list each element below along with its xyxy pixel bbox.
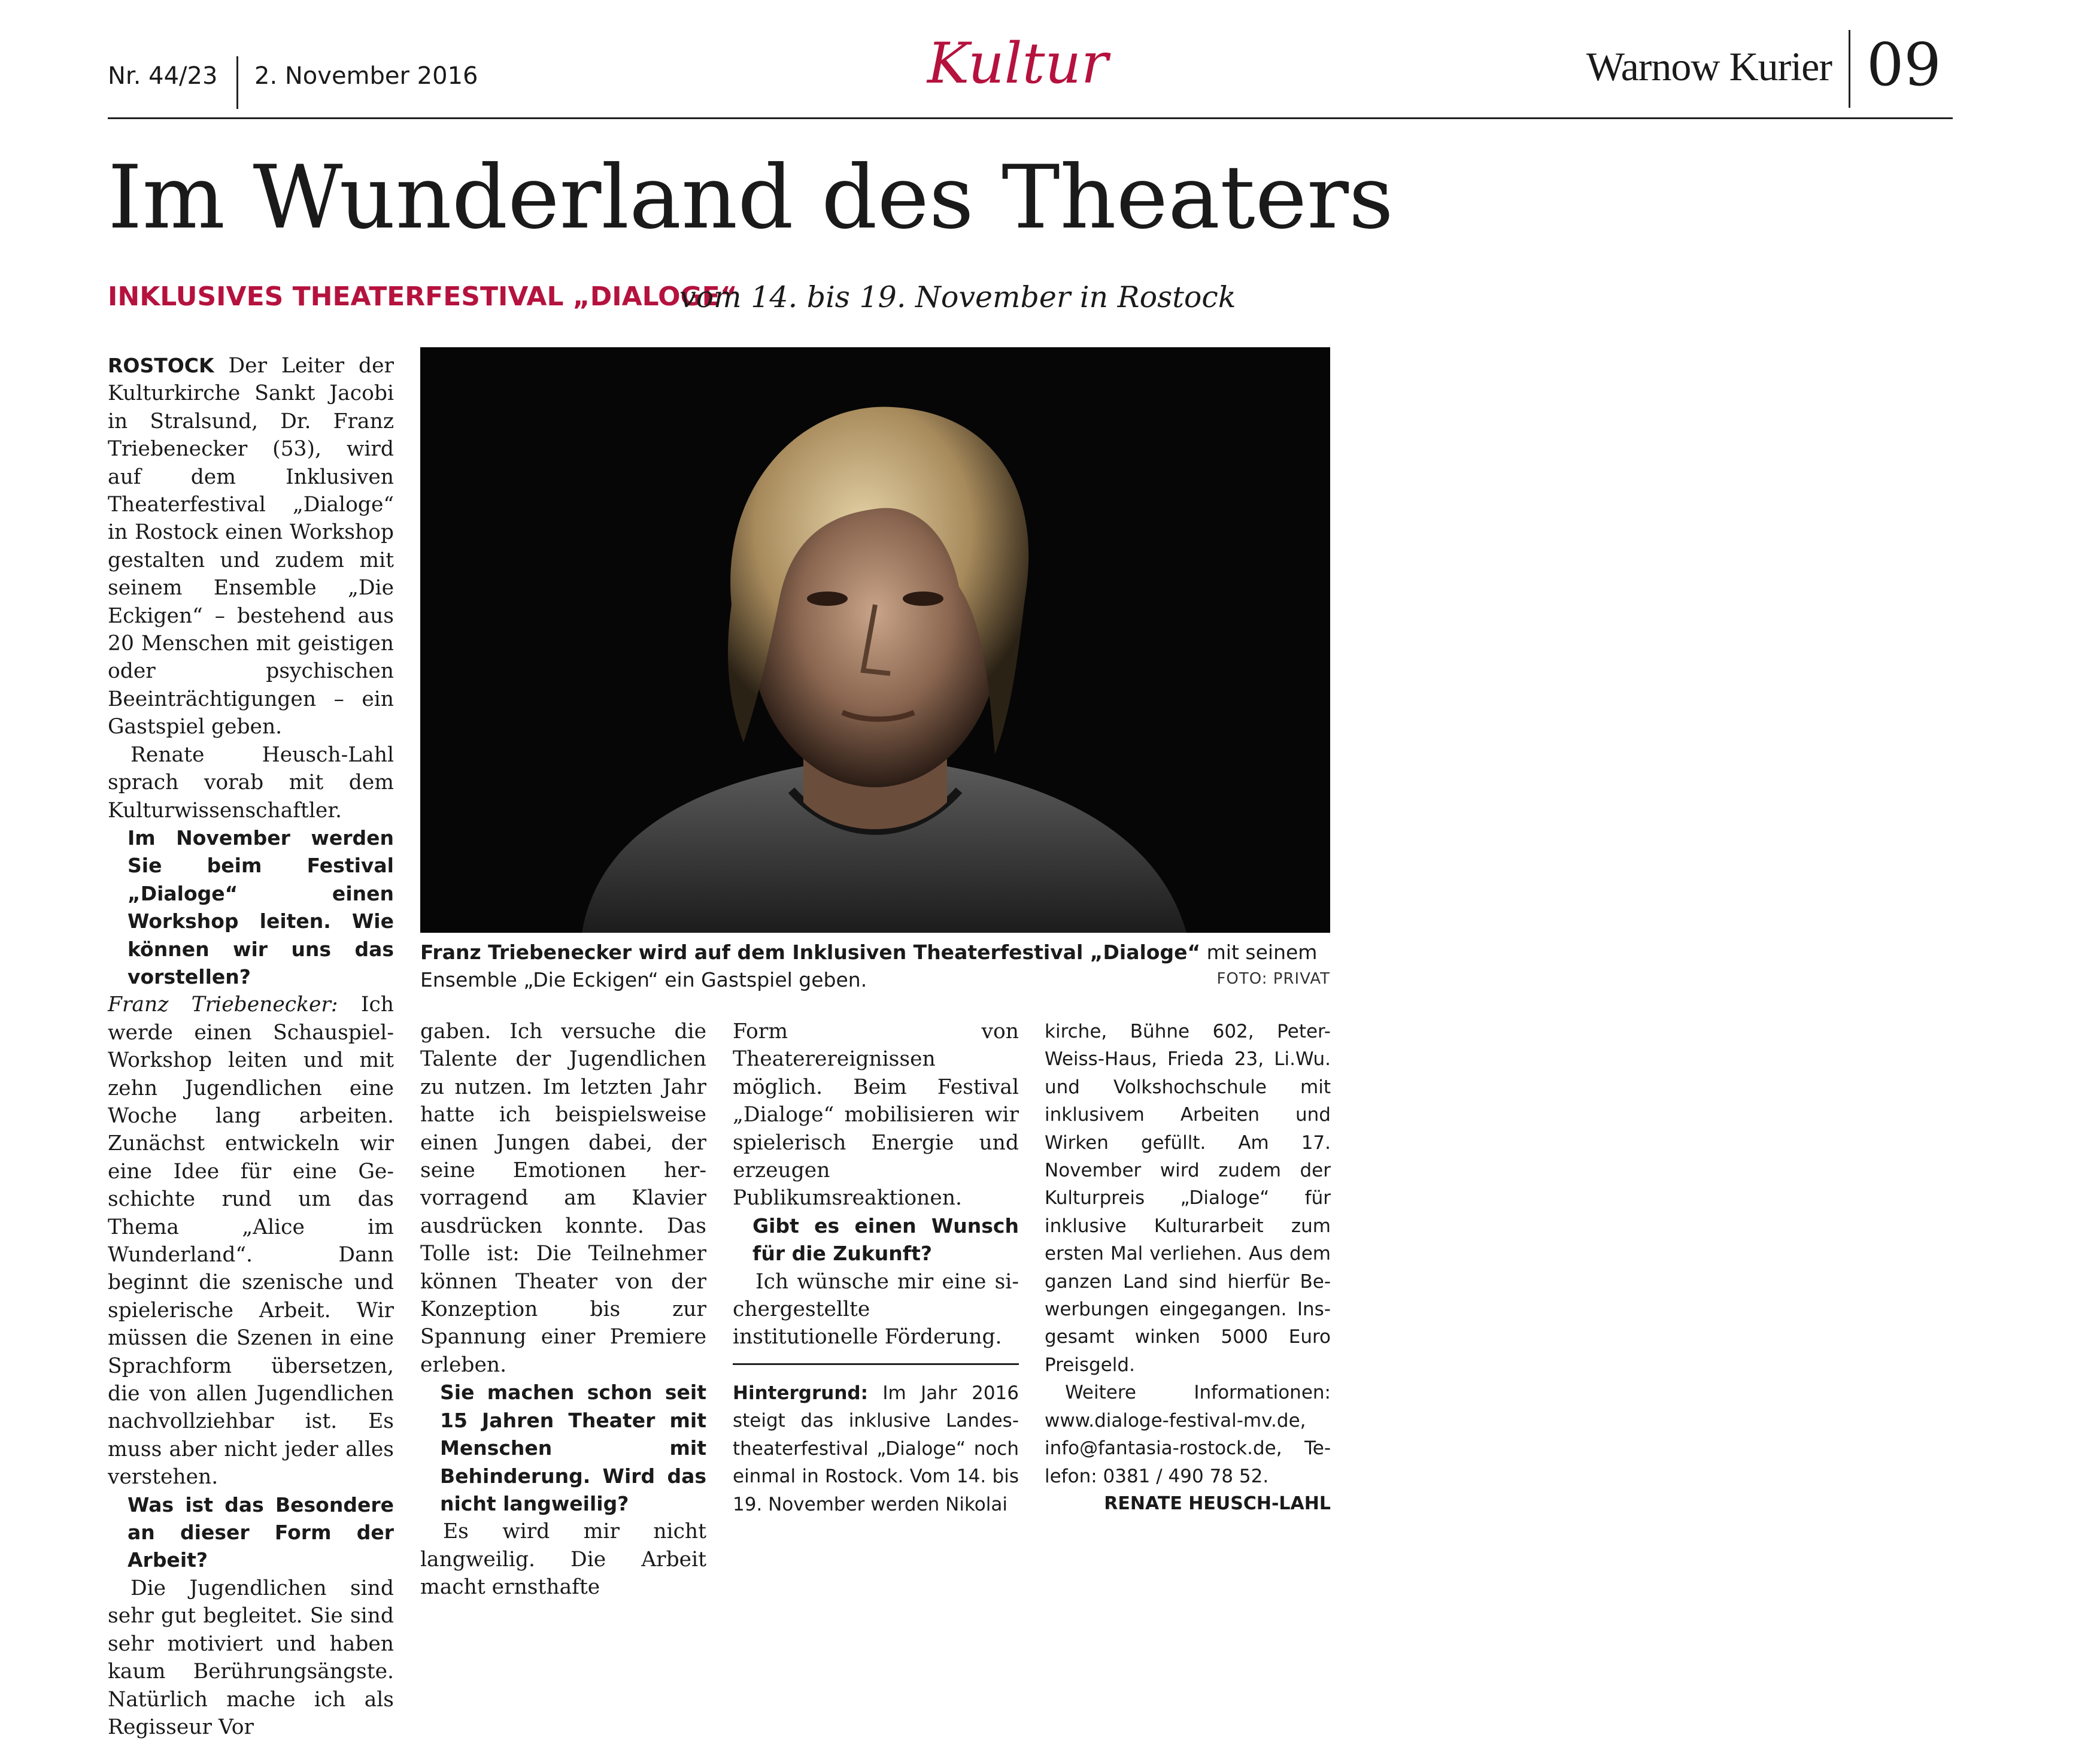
header-rule [108, 117, 1953, 119]
subheadline: vom 14. bis 19. November in Rostock [679, 280, 1236, 314]
issue-date: 2. November 2016 [254, 62, 478, 90]
portrait-illustration [420, 347, 1330, 933]
issue-number: Nr. 44/23 [108, 62, 218, 90]
answer-2-part-1: Die Jugendlichen sind sehr gut begleitet. Sie sind sehr motiviert und haben kaum Berührungsängste. Natürlich mache ich als Regisseur Vor [108, 1576, 394, 1739]
article-column-1 [108, 352, 394, 1741]
answer-1: Ich werde einen Schauspiel-Workshop leiten und mit zehn Jugendlichen eine Woche lang arbeiten. Zunächst entwickeln wir eine Idee für eine Geschichte rund um das Thema „Alice im Wunderland“. Dann beginnt die szenische und spielerische Arbeit. Wir müssen die Szenen in eine Sprachform übersetzen, die von allen Jugendlichen nachvollziehbar ist. Es muss aber nicht jeder alles verstehen. [108, 993, 394, 1490]
section-title: Kultur [927, 31, 1108, 96]
background-text-2: kirche, Bühne 602, Peter-Weiss-Haus, Frieda 23, Li.Wu. und Volkshochschule mit inklusivem Arbeiten und Wirken gefüllt. Am 17. November wird zudem der Kulturpreis „Dialoge“ für inklusive Kulturarbeit zum ersten Mal verliehen. Aus dem ganzen Land sind hierfür Bewerbungen eingegangen. Insgesamt winken 5000 Euro Preisgeld. [1045, 1021, 1331, 1376]
page-number: 09 [1867, 31, 1941, 99]
caption-lead: Franz Triebenecker wird auf dem Inklusiven Theaterfestival „Dialoge“ [420, 941, 1201, 964]
author-byline: RENATE HEUSCH-LAHL [1104, 1493, 1331, 1514]
headline: Im Wunderland des Theaters [108, 147, 1394, 248]
question-3: Sie machen schon seit 15 Jahren Theater mit Menschen mit Behinderung. Wird das nicht langweilig? [440, 1381, 706, 1515]
photo-caption [420, 939, 1330, 994]
newspaper-name: Warnow Kurier [1586, 44, 1832, 89]
answer-4: Ich wünsche mir eine sichergestellte institutionelle Förderung. [733, 1269, 1019, 1349]
background-text-1: Im Jahr 2016 steigt das inklusive Landestheaterfestival „Dialoge“ noch einmal in Rostock. Vom 14. bis 19. November werden Nikolai [733, 1382, 1019, 1515]
intro-text-2: Renate Heusch-Lahl sprach vorab mit dem Kulturwissenschaftler. [108, 742, 394, 823]
contact-info: Weitere Informationen: www.dialoge-festival-mv.de, info@fantasia-rostock.de, Telefon: 0381 / 490 78 52. [1045, 1382, 1331, 1487]
answer-3-part-2: Form von Theaterereignissen möglich. Beim Festival „Dialoge“ mobilisieren wir spielerisch Energie und erzeugen Publikumsreaktionen. [733, 1020, 1019, 1211]
article-column-3 [733, 1018, 1019, 1518]
kicker: INKLUSIVES THEATERFESTIVAL „DIALOGE“ [108, 281, 738, 312]
article-column-4 [1045, 1018, 1331, 1518]
intro-text: Der Leiter der Kulturkirche Sankt Jacobi in Stralsund, Dr. Franz Triebenecker (53), wird auf dem Inklusiven Theaterfestival „Dialoge“ in Rostock einen Workshop gestalten und zudem mit seinem Ensemble „Die Eckigen“ – bestehend aus 20 Menschen mit geistigen oder psychischen Beeinträchtigungen – ein Gastspiel geben. [108, 354, 394, 739]
article-photo [420, 347, 1330, 933]
background-label: Hintergrund: [733, 1382, 868, 1404]
header-divider [1849, 30, 1850, 108]
question-4: Gibt es einen Wunsch für die Zukunft? [752, 1214, 1019, 1266]
question-2: Was ist das Besondere an dieser Form der Arbeit? [128, 1493, 394, 1572]
photo-credit: FOTO: PRIVAT [1216, 970, 1330, 988]
article-column-2 [420, 1018, 706, 1602]
background-box-rule [733, 1363, 1019, 1365]
answer-2-part-2: gaben. Ich versuche die Talente der Jugendlichen zu nutzen. Im letzten Jahr hatte ich beispielsweise einen Jungen dabei, der seine Emotionen hervorragend am Klavier ausdrücken konnte. Das Tolle ist: Die Teilnehmer können Theater von der Konzeption bis zur Spannung einer Premiere erleben. [420, 1020, 706, 1377]
caption-text: mit seinem Ensemble „Die Eckigen“ ein Gastspiel geben. [420, 941, 1318, 991]
header-divider [236, 56, 238, 109]
speaker-name: Franz Triebenecker: [108, 993, 338, 1017]
question-1: Im November werden Sie beim Festival „Dialoge“ einen Workshop leiten. Wie können wir uns das vorstellen? [128, 826, 394, 988]
dateline: ROSTOCK [108, 354, 214, 377]
answer-3-part-1: Es wird mir nicht langweilig. Die Arbeit macht ernsthafte [420, 1519, 706, 1600]
